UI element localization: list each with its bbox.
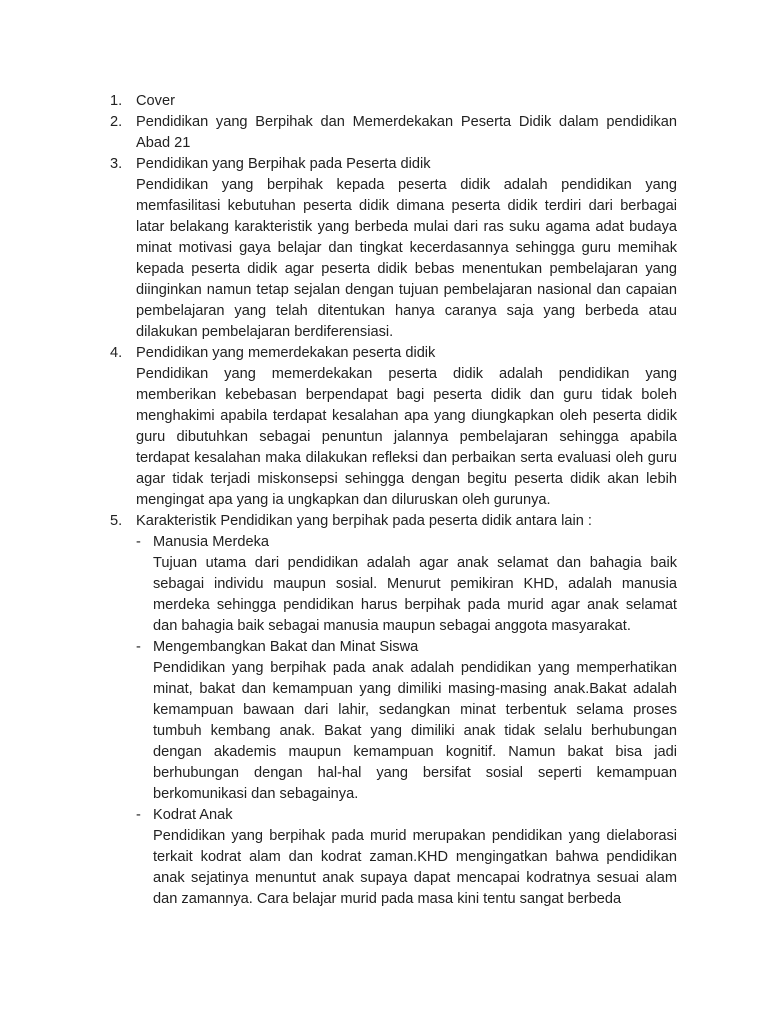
item-heading: Cover	[136, 93, 175, 109]
item-heading: Karakteristik Pendidikan yang berpihak pada peserta didik antara lain :	[136, 513, 592, 529]
sub-item-kodrat-anak	[136, 805, 677, 910]
list-number: 4.	[110, 345, 123, 361]
sub-item-bakat-minat	[136, 637, 677, 805]
item-heading: Pendidikan yang Berpihak pada Peserta didik	[136, 156, 431, 172]
sub-item-heading: Manusia Merdeka	[153, 534, 269, 550]
item-heading: Pendidikan yang memerdekakan peserta didik	[136, 345, 436, 361]
list-number: 2.	[110, 114, 123, 130]
item-heading: Pendidikan yang Berpihak dan Memerdekakan Peserta Didik dalam pendidikan Abad 21	[136, 114, 677, 151]
list-item-1	[110, 91, 677, 112]
sub-item-paragraph: Tujuan utama dari pendidikan adalah agar anak selamat dan bahagia baik sebagai individu maupun sosial. Menurut pemikiran KHD, adalah manusia merdeka sehingga pendidikan harus berpihak pada murid agar anak selamat dan bahagia baik sebagai manusia maupun sebagai anggota masyarakat.	[153, 555, 677, 634]
item-paragraph: Pendidikan yang memerdekakan peserta didik adalah pendidikan yang memberikan kebebasan berpendapat bagi peserta didik dan guru tidak boleh menghakimi apabila terdapat kesalahan apa yang diungkapkan oleh peserta didik guru dibutuhkan sebagai penuntun jalannya pembelajaran sehingga apabila terdapat kesalahan maka dilakukan refleksi dan perbaikan serta evaluasi oleh guru agar tidak terjadi miskonsepsi sehingga dengan begitu peserta didik akan lebih mengingat apa yang ia ungkapkan dan diluruskan oleh gurunya.	[136, 366, 677, 508]
item-paragraph: Pendidikan yang berpihak kepada peserta didik adalah pendidikan yang memfasilitasi kebutuhan peserta didik dimana peserta didik terdiri dari berbagai latar belakang karakteristik yang berbeda mulai dari ras suku agama adat budaya minat motivasi gaya belajar dan tingkat kecerdasannya sehingga guru memihak kepada peserta didik agar peserta didik bebas menentukan pembelajaran yang diinginkan namun tetap sejalan dengan tujuan pembelajaran nasional dan capaian pembelajaran yang telah ditentukan hanya caranya saja yang berbeda atau dilakukan pembelajaran berdiferensiasi.	[136, 177, 677, 340]
sub-item-manusia-merdeka	[136, 532, 677, 637]
sub-item-heading: Mengembangkan Bakat dan Minat Siswa	[153, 639, 419, 655]
list-item-2	[110, 112, 677, 154]
list-item-3	[110, 154, 677, 343]
bullet-dash: -	[136, 534, 141, 550]
bullet-dash: -	[136, 639, 141, 655]
list-item-5	[110, 511, 677, 910]
sub-item-heading: Kodrat Anak	[153, 807, 233, 823]
list-item-4	[110, 343, 677, 511]
list-number: 3.	[110, 156, 123, 172]
bullet-dash: -	[136, 807, 141, 823]
sub-item-paragraph: Pendidikan yang berpihak pada murid merupakan pendidikan yang dielaborasi terkait kodrat alam dan kodrat zaman.KHD mengingatkan bahwa pendidikan anak sejatinya menuntut anak supaya dapat mencapai kodratnya sesuai alam dan zamannya. Cara belajar murid pada masa kini tentu sangat berbeda	[153, 828, 677, 907]
list-number: 5.	[110, 513, 123, 529]
document-body	[110, 91, 677, 910]
sub-item-paragraph: Pendidikan yang berpihak pada anak adalah pendidikan yang memperhatikan minat, bakat dan kemampuan yang dimiliki masing-masing anak.Bakat adalah kemampuan bawaan dari lahir, sedangkan minat terbentuk selama proses tumbuh kembang anak. Bakat yang dimiliki anak tidak selalu berhubungan dengan akademis maupun kemampuan kognitif. Namun bakat bisa jadi berhubungan dengan hal-hal yang bersifat sosial seperti kemampuan berkomunikasi dan sebagainya.	[153, 660, 677, 802]
list-number: 1.	[110, 93, 123, 109]
